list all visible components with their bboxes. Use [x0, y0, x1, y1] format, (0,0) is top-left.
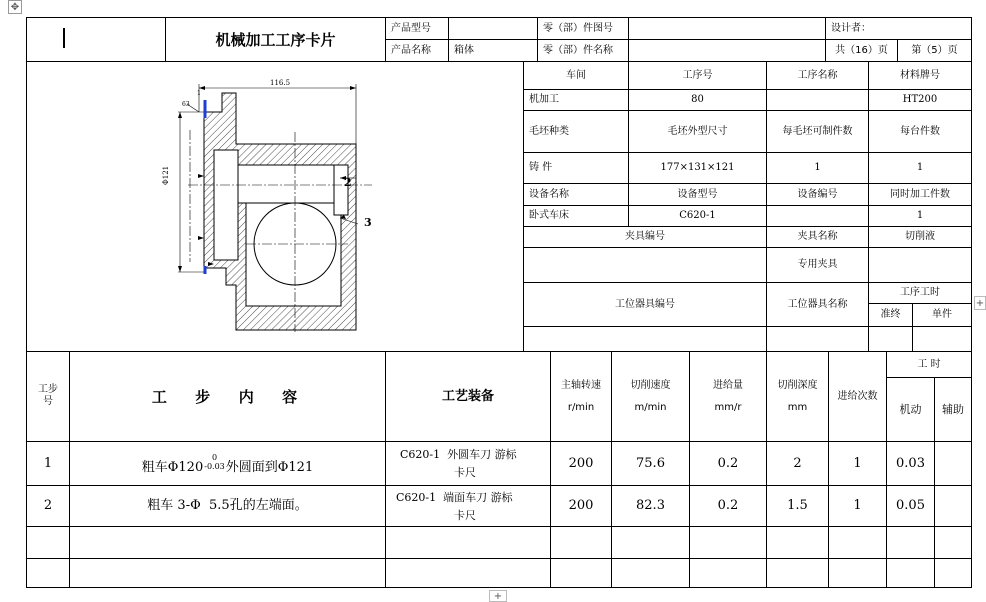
step-1-passes: 1: [853, 455, 862, 471]
col-machine: 机动: [899, 402, 922, 416]
process-no-label: 工序号: [682, 69, 713, 81]
coolant-label: 切削液: [905, 231, 935, 242]
mark-3: 3: [364, 216, 372, 229]
step-2-speed: 200: [568, 498, 594, 513]
step-2-passes: 1: [853, 498, 862, 513]
card-title: 机械加工工序卡片: [215, 30, 336, 49]
col-speed-l1: 主轴转速: [561, 380, 601, 391]
station-name-label: 工位器具名称: [787, 298, 848, 310]
col-speed-l2: r/min: [567, 402, 595, 413]
add-row-icon[interactable]: +: [489, 590, 507, 602]
prep-time-label: 准终: [880, 309, 901, 320]
dim-diameter: Φ121: [162, 165, 170, 185]
blank-type-label: 毛坯种类: [529, 125, 569, 137]
step-1-content-b: 外圆面到Φ121: [225, 459, 314, 475]
col-aux: 辅助: [942, 402, 964, 416]
step-1-tol-upper: 0: [211, 452, 218, 462]
col-content: 工 步 内 容: [151, 387, 304, 406]
part-drawing-no-label: 零（部）件图号: [543, 22, 613, 34]
col-time: 工 时: [917, 358, 941, 370]
page-number: 第（5）页: [911, 44, 958, 56]
simul-value[interactable]: 1: [916, 210, 924, 221]
step-2-no: 2: [43, 498, 53, 513]
step-1-equip-l1: C620-1 外圆车刀 游标: [400, 448, 517, 461]
product-model-label: 产品型号: [391, 22, 431, 34]
fixture-name-label: 夹具名称: [797, 231, 838, 242]
col-depth-l1: 切削深度: [777, 380, 818, 391]
step-2-feed: 0.2: [717, 498, 739, 513]
step-2-depth: 1.5: [787, 498, 808, 513]
step-1-content-a: 粗车Φ120: [141, 459, 204, 475]
step-2-machine-time: 0.05: [896, 498, 925, 513]
col-step-no: 工步号: [38, 384, 58, 407]
designer-label: 设计者：: [831, 22, 871, 34]
col-passes: 进给次数: [837, 390, 878, 402]
per-unit-label: 每台件数: [900, 125, 940, 137]
step-2-equip-l2: 卡尺: [454, 509, 476, 522]
workshop-label: 车间: [566, 69, 586, 81]
col-feed: [690, 352, 766, 441]
workshop-value[interactable]: 机加工: [529, 94, 559, 105]
step-1-tol-lower: -0.03: [204, 461, 225, 471]
product-name-label: 产品名称: [391, 44, 431, 56]
step-1-content[interactable]: [70, 442, 385, 485]
col-cut-speed-l2: m/min: [634, 402, 667, 413]
move-handle-icon[interactable]: ✥: [8, 0, 22, 14]
fixture-no-label: 夹具编号: [625, 231, 665, 242]
step-2-content[interactable]: 粗车 3-Φ 5.5孔的左端面。: [147, 498, 308, 513]
col-feed-l1: 进给量: [713, 380, 743, 391]
blank-size-value[interactable]: 177×131×121: [660, 162, 735, 173]
equip-model-value[interactable]: C620-1: [679, 210, 716, 221]
equip-name-label: 设备名称: [529, 188, 569, 200]
col-equipment: 工艺装备: [441, 388, 494, 404]
step-2-equipment[interactable]: [386, 486, 550, 526]
material-value[interactable]: HT200: [902, 94, 938, 105]
add-column-icon[interactable]: +: [975, 298, 985, 309]
product-name-value[interactable]: 箱体: [454, 44, 474, 56]
per-blank-label: 每毛坯可制件数: [782, 125, 853, 137]
per-blank-value[interactable]: 1: [814, 162, 821, 173]
dim-one: 1: [197, 90, 201, 97]
col-cut-speed-l1: 切削速度: [630, 380, 671, 391]
step-1-depth: 2: [793, 455, 802, 471]
dim-length: 116.5: [270, 79, 291, 87]
total-pages: 共（16）页: [835, 44, 888, 56]
col-cut-speed: [612, 352, 689, 441]
step-2-equip-l1: C620-1 端面车刀 游标: [396, 491, 513, 504]
process-no-value[interactable]: 80: [691, 94, 704, 105]
dim-small: 63: [182, 101, 190, 108]
step-2-cut-speed: 82.3: [636, 498, 665, 513]
col-speed: [551, 352, 611, 441]
unit-time-label: 单件: [932, 309, 952, 320]
process-time-label: 工序工时: [900, 287, 940, 298]
part-name-label: 零（部）件名称: [543, 44, 613, 56]
process-name-label: 工序名称: [797, 69, 838, 81]
material-label: 材料牌号: [900, 69, 940, 81]
col-depth-l2: mm: [787, 402, 808, 413]
step-1-equip-l2: 卡尺: [454, 466, 476, 479]
blank-size-label: 毛坯外型尺寸: [667, 125, 728, 137]
station-no-label: 工位器具编号: [615, 298, 675, 310]
step-1-no: 1: [43, 455, 53, 471]
step-1-tolerance: [204, 453, 225, 471]
step-1-machine-time: 0.03: [896, 455, 925, 471]
fixture-name-value[interactable]: 专用夹具: [797, 259, 838, 270]
step-1-feed: 0.2: [717, 455, 739, 471]
equip-name-value[interactable]: 卧式车床: [529, 210, 569, 221]
step-1-speed: 200: [568, 455, 594, 471]
mark-2: 2: [344, 176, 352, 189]
col-feed-l2: mm/r: [714, 402, 742, 413]
equip-no-label: 设备编号: [797, 188, 838, 200]
step-1-equipment[interactable]: [386, 442, 550, 485]
step-1-cut-speed: 75.6: [636, 455, 665, 471]
per-unit-value[interactable]: 1: [916, 162, 924, 173]
blank-type-value[interactable]: 铸 件: [529, 162, 553, 173]
col-depth: [767, 352, 828, 441]
equip-model-label: 设备型号: [677, 188, 718, 200]
simul-label: 同时加工件数: [890, 188, 950, 200]
